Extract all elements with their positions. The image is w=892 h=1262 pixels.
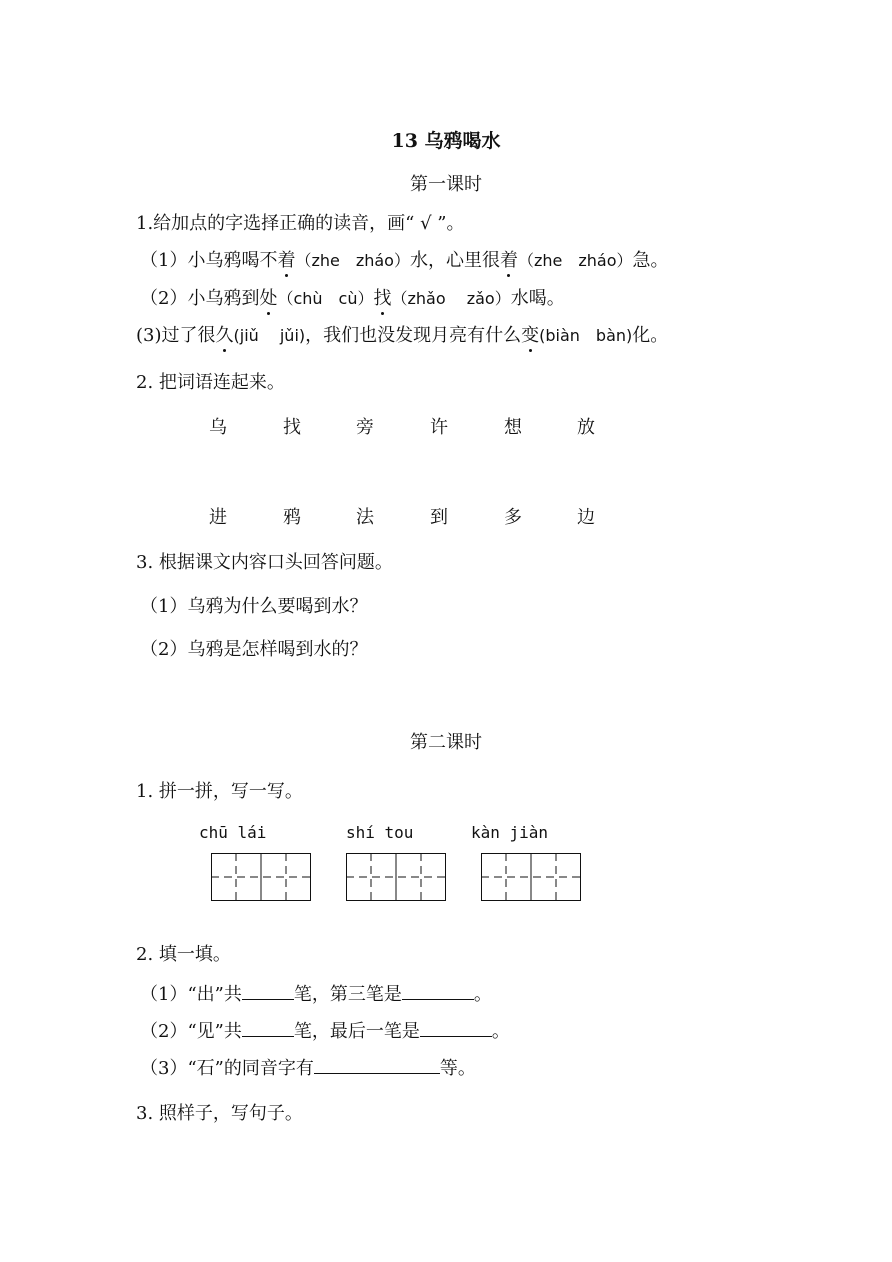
q1-item-3: (3)过了很久(jiǔ jǔi)，我们也没发现月亮有什么变(biàn bàn)化。 [136, 321, 668, 347]
dotted-char: 着 [500, 246, 518, 272]
dotted-char: 着 [277, 246, 295, 272]
writing-grid[interactable] [346, 853, 446, 901]
match-bottom-word[interactable]: 多 [504, 507, 522, 528]
page-title: 13 乌鸦喝水 [391, 130, 501, 152]
match-top-word[interactable]: 找 [283, 417, 301, 438]
fill-item-1: （1）“出”共 笔，第三笔是 。 [140, 980, 492, 1006]
writing-grid[interactable] [211, 853, 311, 901]
q1-item-2: （2）小乌鸦到处（chù cù）找（zhǎo zǎo）水喝。 [140, 284, 565, 310]
match-top-word[interactable]: 许 [430, 417, 448, 438]
dotted-char: 找 [373, 284, 391, 310]
l2-q1-prompt: 1. 拼一拼，写一写。 [136, 781, 303, 802]
blank-field[interactable] [242, 1018, 294, 1037]
pinyin-label: kàn jiàn [471, 823, 549, 842]
q3-prompt: 3. 根据课文内容口头回答问题。 [136, 552, 393, 573]
l2-q3-prompt: 3. 照样子，写句子。 [136, 1103, 303, 1124]
match-top-word[interactable]: 放 [577, 417, 595, 438]
match-bottom-word[interactable]: 到 [430, 507, 448, 528]
q1-item-1: （1）小乌鸦喝不着（zhe zháo）水，心里很着（zhe zháo）急。 [140, 246, 669, 272]
match-bottom-word[interactable]: 鸦 [283, 507, 301, 528]
pinyin-label: chū lái [199, 823, 267, 842]
writing-grid[interactable] [481, 853, 581, 901]
blank-field[interactable] [402, 981, 474, 1000]
q3-item: （1）乌鸦为什么要喝到水？ [140, 596, 368, 617]
match-bottom-word[interactable]: 进 [209, 507, 227, 528]
blank-field[interactable] [420, 1018, 492, 1037]
q3-item: （2）乌鸦是怎样喝到水的？ [140, 639, 368, 660]
match-top-word[interactable]: 旁 [356, 417, 374, 438]
match-bottom-word[interactable]: 法 [356, 507, 374, 528]
pinyin-label: shí tou [346, 823, 414, 842]
dotted-char: 处 [259, 284, 277, 310]
q1-prompt: 1.给加点的字选择正确的读音，画“ √ ”。 [136, 213, 465, 234]
match-top-word[interactable]: 想 [504, 417, 522, 438]
dotted-char: 久 [216, 321, 234, 347]
match-top-word[interactable]: 乌 [209, 417, 227, 438]
blank-field[interactable] [242, 981, 294, 1000]
match-bottom-word[interactable]: 边 [577, 507, 595, 528]
fill-item-3: （3）“石”的同音字有 等。 [140, 1054, 476, 1080]
fill-item-2: （2）“见”共 笔，最后一笔是 。 [140, 1017, 510, 1043]
lesson1-heading: 第一课时 [410, 174, 482, 195]
l2-q2-prompt: 2. 填一填。 [136, 944, 231, 965]
q2-prompt: 2. 把词语连起来。 [136, 372, 285, 393]
dotted-char: 变 [521, 321, 539, 347]
lesson2-heading: 第二课时 [410, 732, 482, 753]
blank-field[interactable] [314, 1055, 440, 1074]
